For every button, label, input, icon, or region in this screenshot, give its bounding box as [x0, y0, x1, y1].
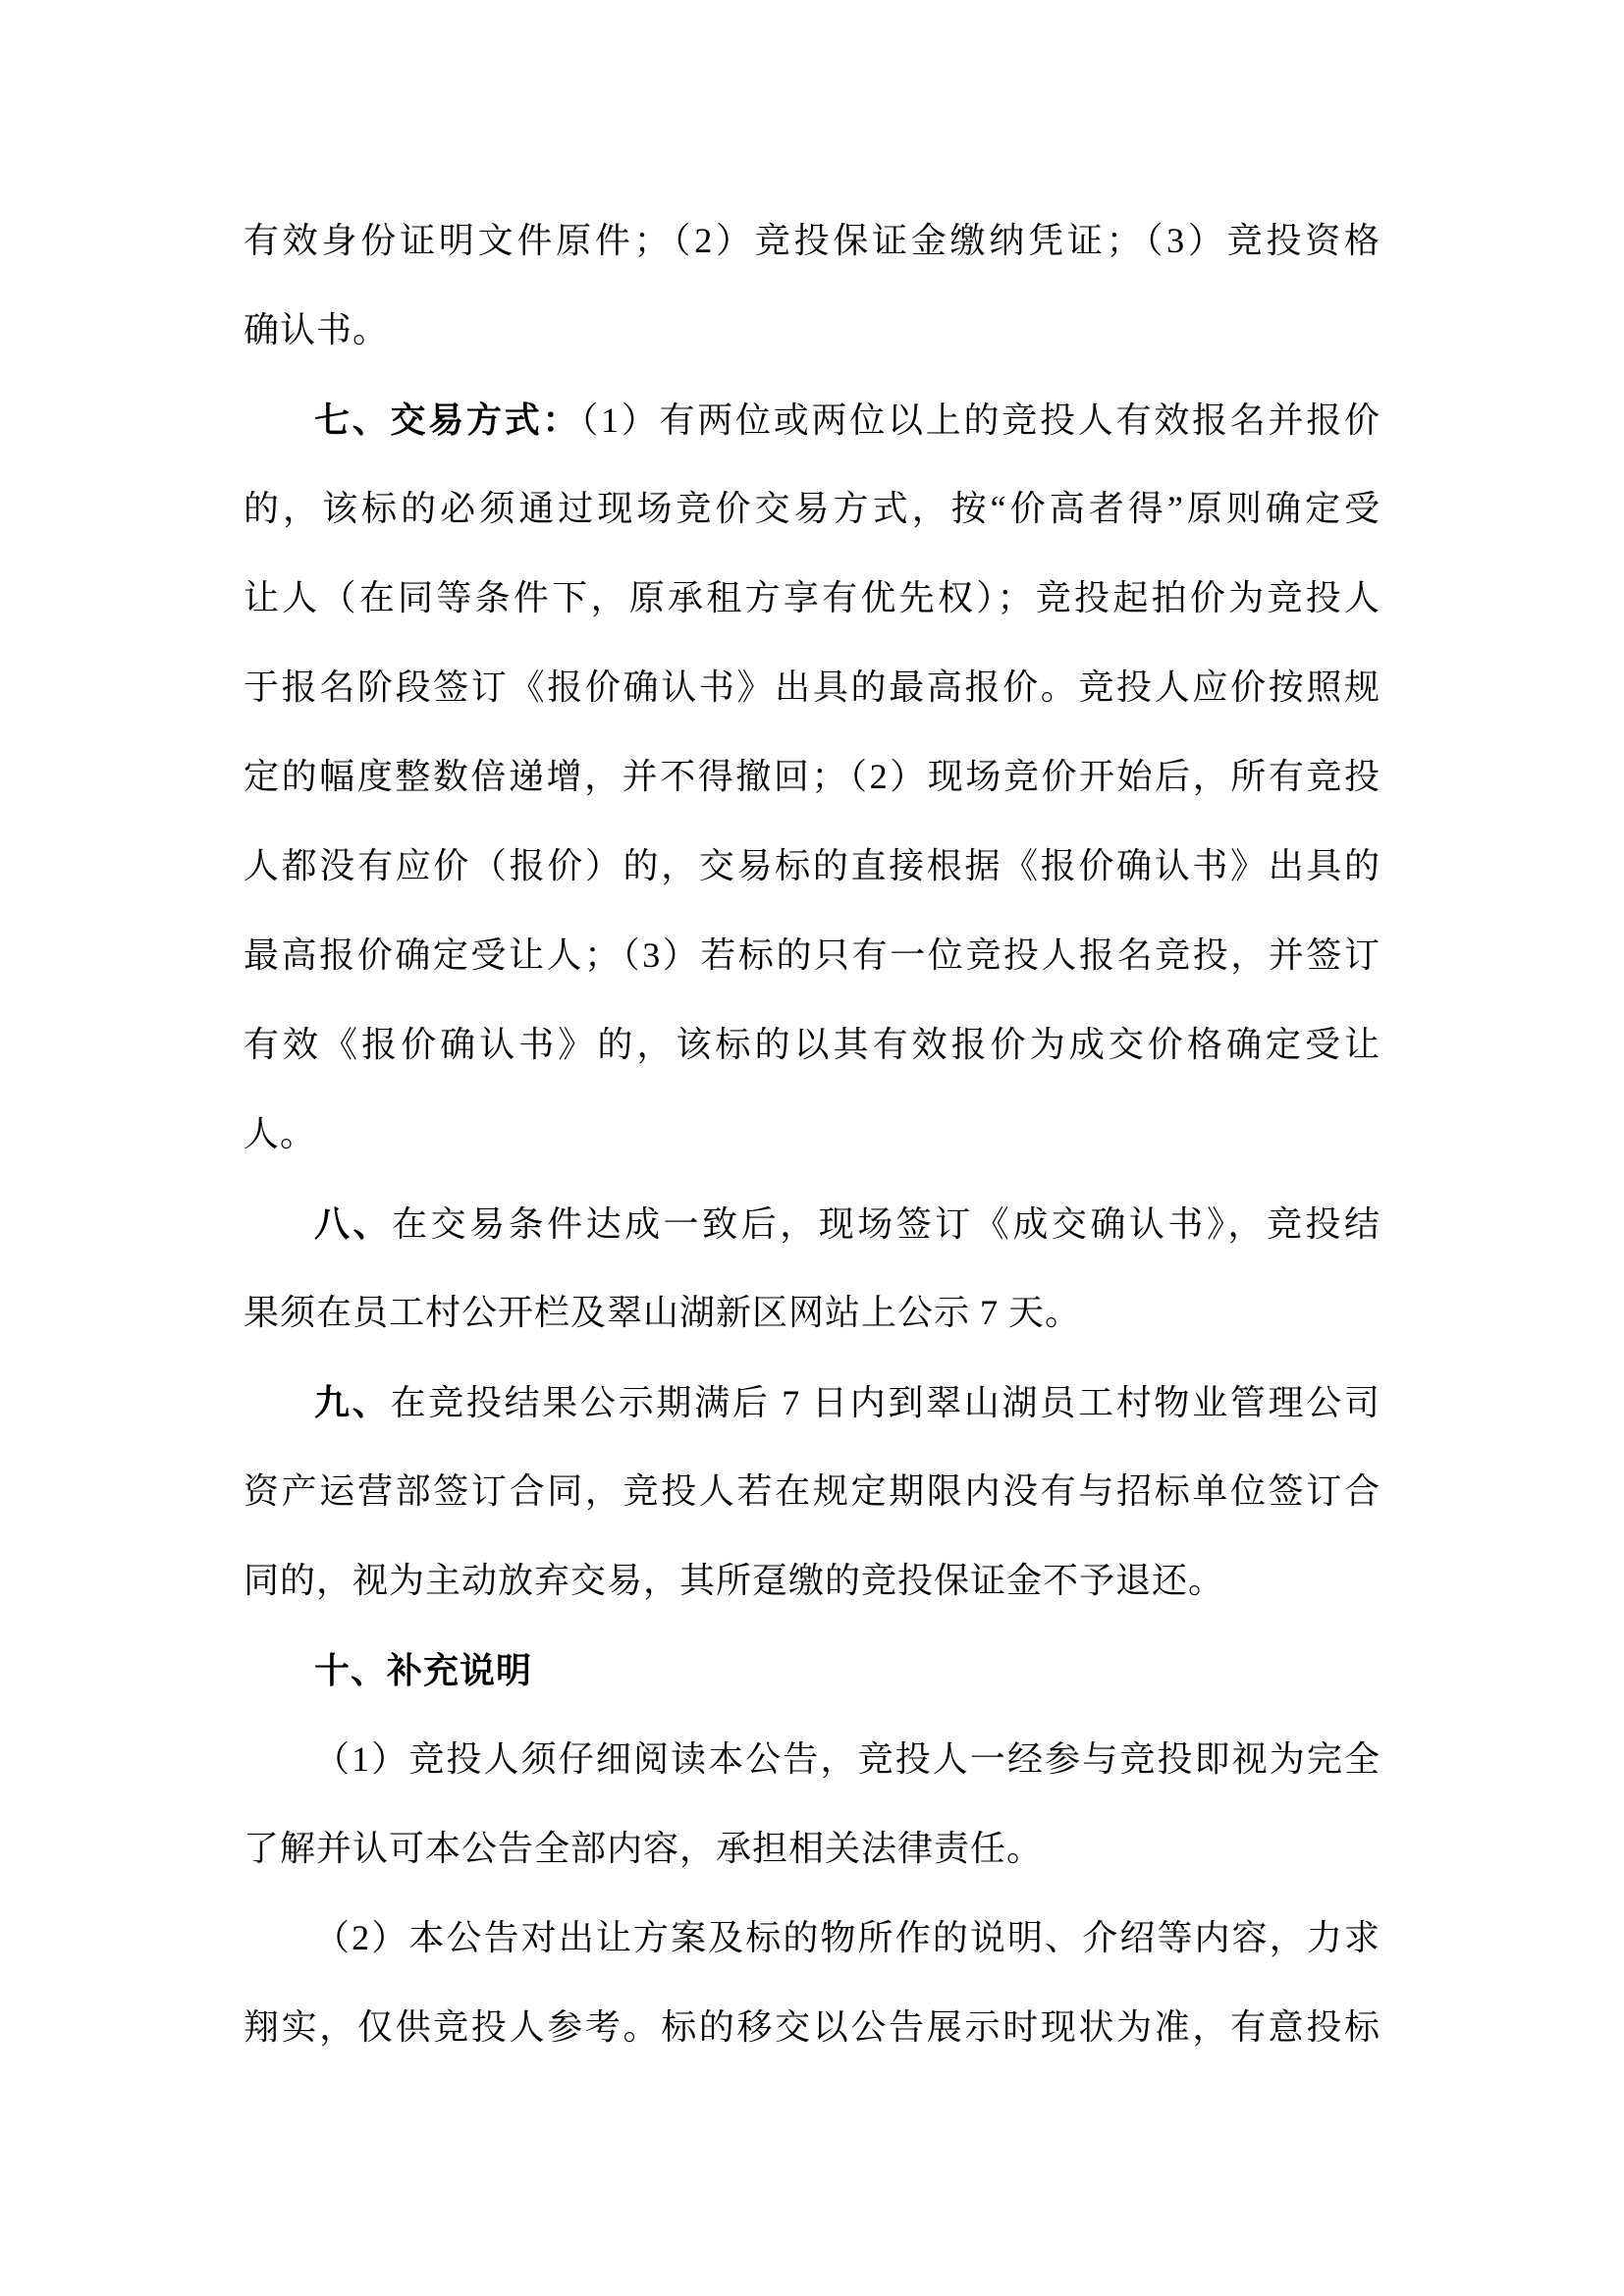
text-line [244, 1715, 1380, 1804]
text-line [244, 1447, 1380, 1536]
text-line [244, 1358, 1380, 1447]
text-line [244, 196, 1380, 286]
bold-text-run: 八、 [314, 1203, 393, 1244]
text-line [244, 643, 1380, 732]
text-line [244, 375, 1380, 464]
text-run: 了解并认可本公告全部内容，承担相关法律责任。 [244, 1829, 1044, 1868]
text-run: 有效身份证明文件原件；（2）竞投保证金缴纳凭证；（3）竞投资格 [244, 221, 1380, 260]
text-line [244, 1000, 1380, 1090]
text-run: （1）有两位或两位以上的竞投人有效报名并报价 [580, 400, 1380, 440]
text-run: 的，该标的必须通过现场竞价交易方式，按“价高者得”原则确定受 [244, 489, 1380, 528]
text-run: 于报名阶段签订《报价确认书》出具的最高报价。竞投人应价按照规 [244, 667, 1380, 707]
text-run: 确认书。 [244, 310, 390, 349]
text-run: （1）竞投人须仔细阅读本公告，竞投人一经参与竞投即视为完全 [314, 1739, 1380, 1779]
text-run: 在竞投结果公示期满后 7 日内到翠山湖员工村物业管理公司 [390, 1383, 1380, 1422]
text-run: 资产运营部签订合同，竞投人若在规定期限内没有与招标单位签订合 [244, 1471, 1380, 1511]
text-line [244, 464, 1380, 554]
text-run: 有效《报价确认书》的，该标的以其有效报价为成交价格确定受让 [244, 1025, 1380, 1064]
text-run: 让人（在同等条件下，原承租方享有优先权）；竞投起拍价为竞投人 [244, 578, 1380, 617]
text-line [244, 1536, 1380, 1626]
text-run: 翔实，仅供竞投人参考。标的移交以公告展示时现状为准，有意投标 [244, 2007, 1380, 2047]
bold-text-run: 十、补充说明 [314, 1650, 533, 1690]
text-run: 同的，视为主动放弃交易，其所趸缴的竞投保证金不予退还。 [244, 1561, 1225, 1600]
text-run: 最高报价确定受让人；（3）若标的只有一位竞投人报名竞投，并签订 [244, 935, 1380, 975]
bold-text-run: 七、交易方式： [314, 400, 581, 440]
text-line [244, 732, 1380, 822]
text-line [244, 1983, 1380, 2072]
text-line [244, 1804, 1380, 1894]
text-run: （2）本公告对出让方案及标的物所作的说明、介绍等内容，力求 [314, 1918, 1380, 1957]
text-line [244, 822, 1380, 911]
document-body [244, 196, 1380, 2072]
text-line [244, 911, 1380, 1000]
text-run: 人。 [244, 1114, 317, 1153]
text-run: 定的幅度整数倍递增，并不得撤回；（2）现场竞价开始后，所有竞投 [244, 757, 1380, 796]
text-line [244, 1179, 1380, 1268]
text-line [244, 1894, 1380, 1983]
text-line [244, 1090, 1380, 1179]
text-line [244, 1268, 1380, 1358]
text-run: 在交易条件达成一致后，现场签订《成交确认书》，竞投结 [392, 1204, 1380, 1244]
text-line [244, 286, 1380, 375]
bold-text-run: 九、 [314, 1382, 391, 1422]
text-run: 果须在员工村公开栏及翠山湖新区网站上公示 7 天。 [244, 1293, 1082, 1332]
text-line [244, 554, 1380, 643]
text-run: 人都没有应价（报价）的，交易标的直接根据《报价确认书》出具的 [244, 846, 1380, 885]
text-line [244, 1626, 1380, 1715]
